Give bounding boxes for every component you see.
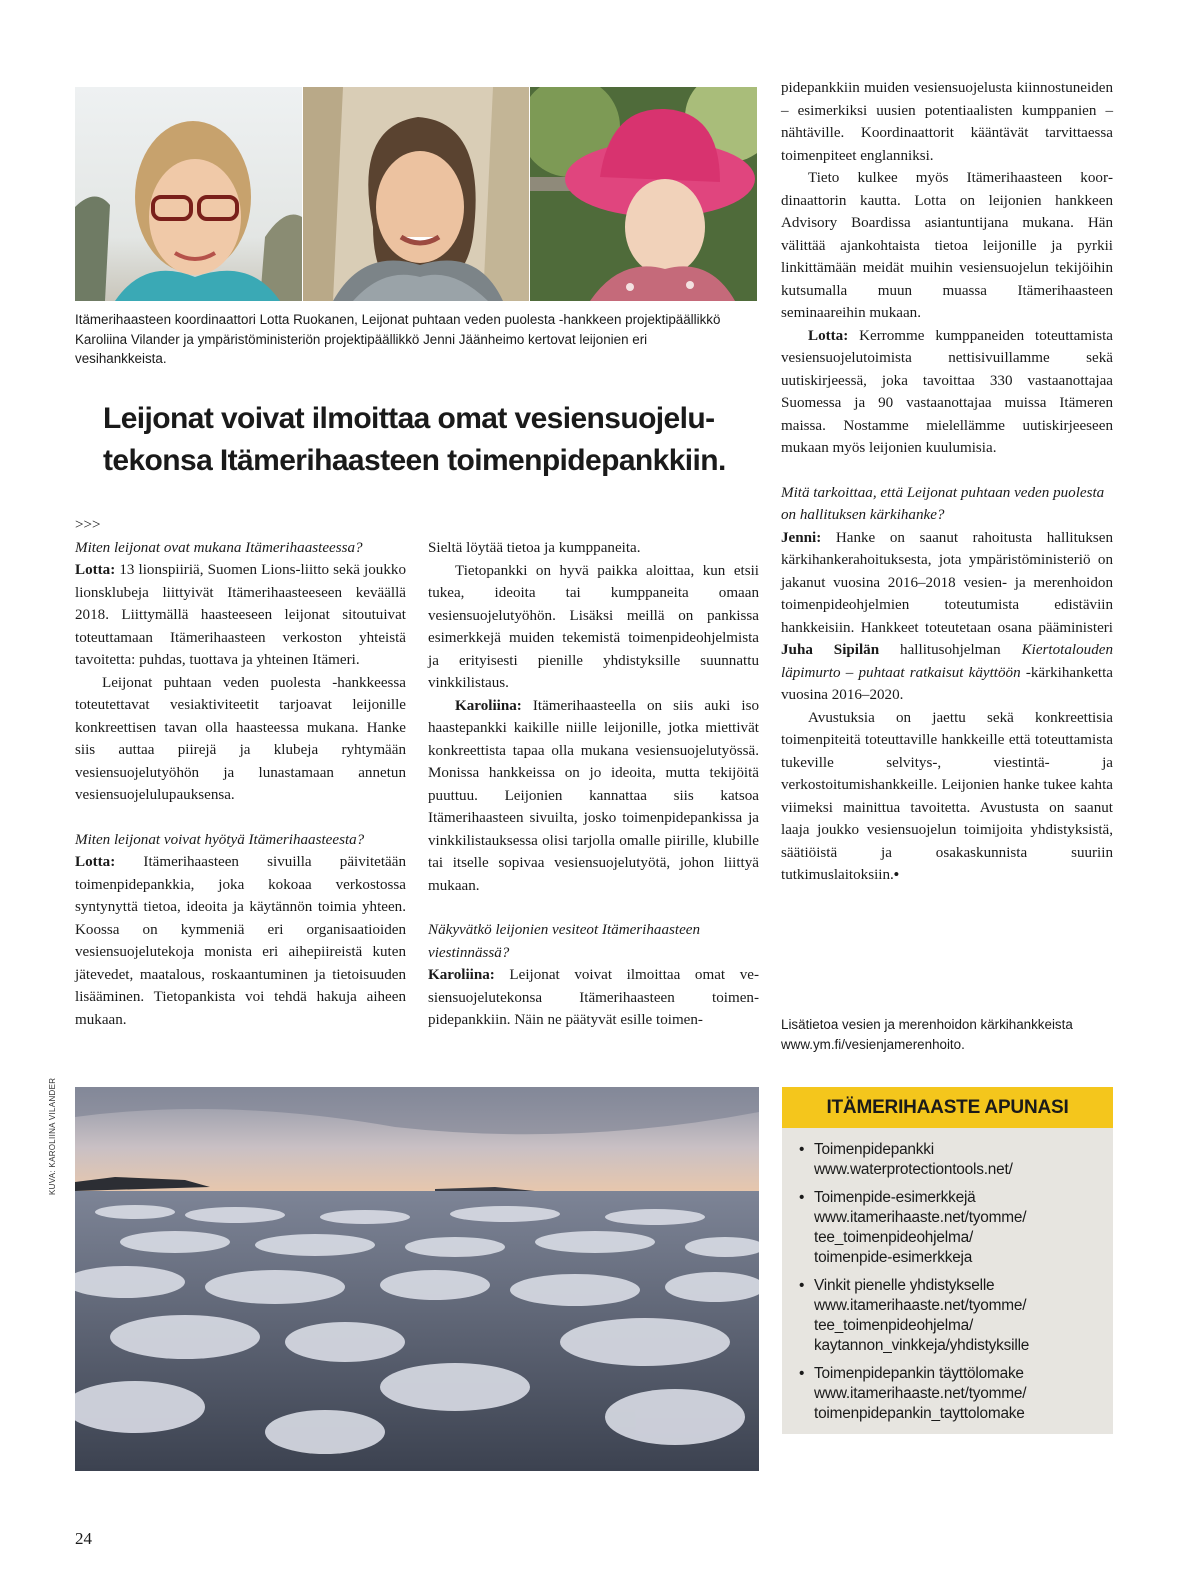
paragraph: pidepankkiin muiden vesiensuojelusta kiinnostuneiden – esimerkiksi uusien potentiaalisten kumppanien – nähtäville. Koordinaattorit kääntävät tarvittaessa toimenpiteet englanniksi. [781, 80, 1113, 164]
resource-label: • Toimenpide-esimerkkejä [814, 1189, 976, 1206]
speaker-name: Lotta: [75, 854, 116, 870]
speaker-name: Jenni: [781, 529, 822, 546]
resource-list [782, 1128, 1113, 1424]
resource-link[interactable]: toimenpide-esimerkkeja [814, 1249, 973, 1266]
speaker-name: Lotta: [808, 327, 849, 344]
resource-item [814, 1140, 1101, 1180]
interview-answer: Lotta: 13 lionspiiriä, Suomen Lions-liitto sekä joukko lionsklubeja liittyivät Itämerihaasteeseen keväällä 2018. Liittymällä haasteeseen leijonat sitoutuivat toteuttamaan Itämerihaasteen verkoston yhteistä tavoitetta: puhdas, tuottava ja yhteinen Itämeri. [75, 562, 406, 668]
resource-label: • Toimenpidepankin täyttölomake [814, 1365, 1024, 1382]
program-name: Kiertotalouden läpimurto – puhtaat ratkaisut käyttöön [781, 642, 1113, 681]
resource-link[interactable]: www.itamerihaaste.net/tyomme/ [814, 1209, 1027, 1226]
speaker-name: Lotta: [75, 562, 116, 578]
speaker-name: Karoliina: [455, 697, 522, 714]
paragraph: Sieltä löytää tietoa ja kumppaneita. [428, 540, 641, 556]
interview-question: Miten leijonat voivat hyötyä Itämerihaasteesta? [75, 831, 365, 848]
resource-link[interactable]: toimenpidepankin_tayttolomake [814, 1405, 1025, 1422]
article-column-1 [75, 514, 406, 1031]
portrait-photo-karoliina [303, 87, 529, 301]
resource-item [814, 1188, 1101, 1268]
resource-box-title: ITÄMERIHAASTE APUNASI [782, 1087, 1113, 1128]
page-number: 24 [75, 1529, 92, 1548]
interview-question: Mitä tarkoittaa, että Leijonat puhtaan veden puolesta on hallituksen kärkihanke? [781, 484, 1105, 523]
paragraph: Leijonat puhtaan veden puolesta -hankkeessa toteutettavat vesiaktiviteetit tarjoavat leijonille konkreettisen tavan olla haasteessa mukana. Hanke siis auttaa piirejä ja klubeja ryhtymään vesiensuojelutyöhön ja lunastamaan annetun vesiensuojelulupauksensa. [75, 674, 406, 803]
article-headline: Leijonat voivat ilmoittaa omat vesiensuojelutekonsa Itämerihaasteen toimenpidepankkiin. [103, 402, 726, 477]
resource-link[interactable]: www.itamerihaaste.net/tyomme/ [814, 1385, 1027, 1402]
resource-link[interactable]: www.itamerihaaste.net/tyomme/ [814, 1297, 1027, 1314]
sea-ice-photo [75, 1087, 759, 1471]
interview-question: Miten leijonat ovat mukana Itämerihaasteessa? [75, 539, 363, 556]
paragraph: Tieto kulkee myös Itämerihaasteen koordinaattorin kautta. Lotta on leijonien hankkeen Advisory Boardissa asiantuntijana mukana. Hän välittää ajankohtaista tietoa leijonille ja pyrkii linkittämään meidät muihin vesiensuojelun tekijöihin kutsumalla muun muassa Itämerihaasteen seminaareihin mukaan. [781, 170, 1113, 321]
interview-answer: Karoliina: Leijonat voivat ilmoittaa omat vesiensuojelutekonsa Itämerihaasteen toimenpidepankkiin. Näin ne päätyvät esille toimen- [428, 967, 759, 1028]
resource-box [782, 1087, 1113, 1434]
interview-answer: Karoliina: Itämerihaasteella on siis auki iso haastepankki kaikille niille leijonille, jotka miettivät konkreettista tapaa olla mukana vesiensuojelutyössä. Monissa hankkeissa on jo ideoita, mutta tekijöitä puuttuu. Leijonien kannattaa siis katsoa Itämerihaasteen sivuilta, josko toimenpidepankissa ja vinkkilistauksessa olisi tarjolla omalle piirille, klubille tai itselle sopivaa vesiensuojelutyötä, johon liittyä mukaan. [428, 697, 759, 894]
resource-link[interactable]: tee_toimenpideohjelma/ [814, 1317, 974, 1334]
interview-answer: Lotta: Itämerihaasteen sivuilla päivitetään toimenpidepankkia, joka kokoaa verkostossa syntynyttä tietoa, ideoita ja käytännön toimia yhteen. Koossa on kymmeniä eri organisaatioiden vesiensuojelutekoja monista eri aihepiireistä kuten jätevedet, maatalous, roskaantuminen ja tietoisuuden lisääminen. Tietopankista voi tehdä hakuja aiheen mukaan. [75, 854, 406, 1028]
paragraph: Avustuksia on jaettu sekä konkreettisia toimenpiteitä toteuttaville hankkeille että toteuttamista tukeville selvitys-, viestintä- ja verkostoitumishankkeille. Leijonien hanke tukee kahta viimeksi mainittua tavoitetta. Avustusta on saanut laaja joukko vesiensuojelun toimijoita yhdistyksistä, säätiöistä ja osakaskunnista suuriin tutkimuslaitoksiin.• [781, 709, 1113, 883]
portrait-photo-lotta [75, 87, 302, 301]
resource-link[interactable]: tee_toimenpideohjelma/ [814, 1229, 974, 1246]
article-column-2 [428, 537, 759, 1032]
speaker-name: Karoliina: [428, 967, 495, 983]
paragraph: Tietopankki on hyvä paikka aloittaa, kun etsii tukea, ideoita tai kumppaneita omaan vesiensuojelutyöhön. Lisäksi meillä on pankissa esimerkkejä muiden tekemistä toimenpideohjelmista ja erityisesti pienille yhdistyksille suunnattu vinkkilistaus. [428, 562, 759, 691]
resource-link[interactable]: kaytannon_vinkkeja/yhdistyksille [814, 1337, 1030, 1354]
portrait-photo-jenni [530, 87, 757, 301]
article-column-3 [781, 77, 1113, 887]
photo-credit: KUVA: KAROLIINA VILANDER [48, 1077, 57, 1195]
photo-caption: Itämerihaasteen koordinaattori Lotta Ruokanen, Leijonat puhtaan veden puolesta -hankkeen projektipäällikkö Karoliina Vilander ja ympäristöministeriön projektipäällikkö Jenni Jäänheimo kertovat leijonien eri vesihankkeista. [75, 312, 721, 366]
resource-item [814, 1276, 1101, 1356]
resource-item [814, 1364, 1101, 1424]
interview-answer: Jenni: Hanke on saanut rahoitusta hallituksen kärkihankerahoituksesta, jota ympäristöministeriö on jakanut vuosina 2016–2018 vesien- ja merenhoidon toimenpideohjelmien toteutumista edistäviin hankkeisiin. Hankkeet toteutetaan osana pääministeri Juha Sipilän hallitusohjelman Kiertotalouden läpimurto – puhtaat ratkaisut käyttöön -kärkihanketta vuosina 2016–2020. [781, 529, 1113, 703]
interview-answer: Lotta: Kerromme kumppaneiden toteuttamista vesiensuojelutoimista nettisivuillamme sekä uutiskirjeessä, joka tavoittaa 330 vastaanottajaa Suomessa ja 90 vastaanottajaa muissa Itämeren maissa. Nostamme mielellämme uutiskirjeeseen mukaan myös leijonien kuulumisia. [781, 327, 1113, 456]
resource-label: • Vinkit pienelle yhdistykselle [814, 1277, 995, 1294]
end-mark: • [893, 867, 900, 883]
interview-question: Näkyvätkö leijonien vesiteot Itämerihaasteen viestinnässä? [428, 922, 701, 961]
more-info-link[interactable]: www.ym.fi/vesienjamerenhoito. [781, 1037, 965, 1052]
continuation-marker: >>> [75, 517, 101, 533]
person-name: Juha Sipilän [781, 642, 880, 658]
more-info-note: Lisätietoa vesien ja merenhoidon kärkihankkeista www.ym.fi/vesienjamerenhoito. [781, 1017, 1073, 1052]
resource-link[interactable]: www.waterprotectiontools.net/ [814, 1161, 1013, 1178]
resource-label: • Toimenpidepankki [814, 1141, 934, 1158]
